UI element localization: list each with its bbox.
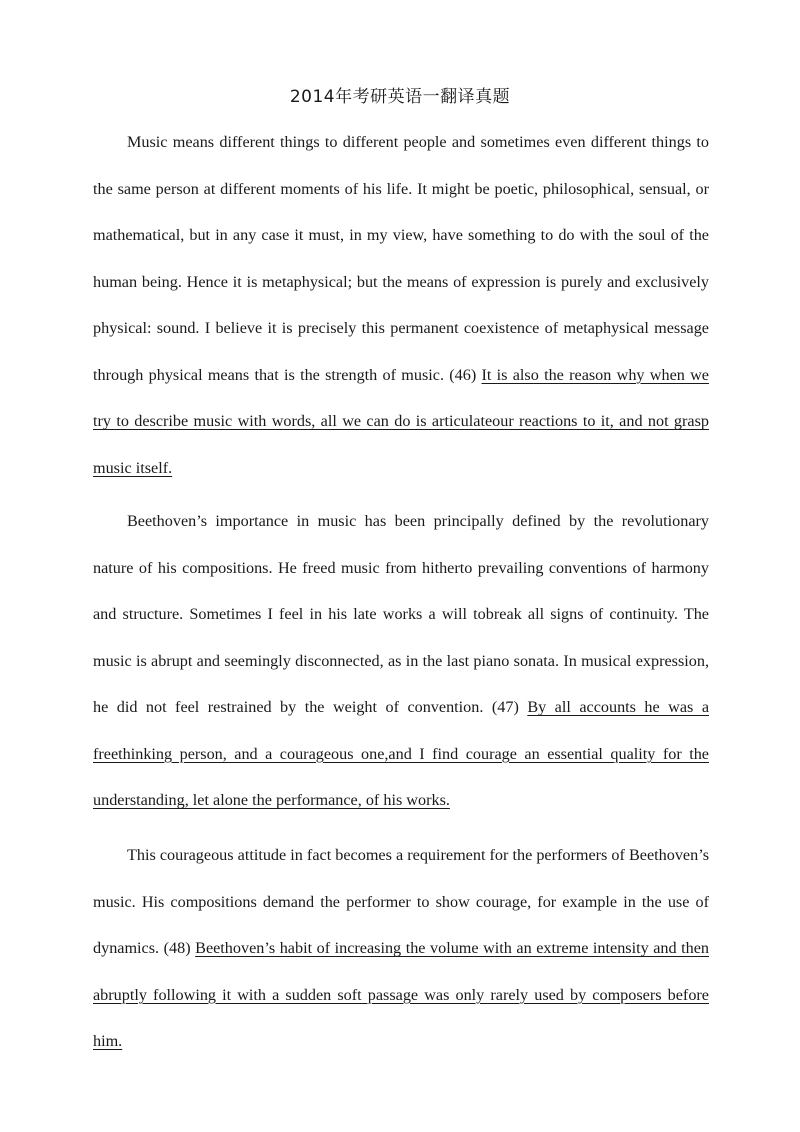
translation-sentence-47: By all accounts he was a freethinking person, and a courageous one,and I find courage an essential quality for the understanding, let alone the performance, of his works. (93, 698, 710, 809)
paragraph-2 (93, 498, 709, 824)
translation-sentence-46: It is also the reason why when we try to describe music with words, all we can do is articulateour reactions to it, and not grasp music itself. (93, 365, 709, 477)
paragraph-2-text: Beethoven’s importance in music has been principally defined by the revolutionary nature of his compositions. He freed music from hitherto prevailing conventions of harmony and structure. Sometimes I feel in his late works a will tobreak all signs of continuity. The music is abrupt and seemingly disconnected, as in the last piano sonata. In musical expression, he did not feel restrained by the weight of convention. (47) (93, 512, 709, 716)
paragraph-1-text: Music means different things to different people and sometimes even different things to the same person at different moments of his life. It might be poetic, philosophical, sensual, or mathematical, but in any case it must, in my view, have something to do with the soul of the human being. Hence it is metaphysical; but the means of expression is purely and exclusively physical: sound. I believe it is precisely this permanent coexistence of metaphysical message through physical means that is the strength of music. (46) (93, 133, 709, 384)
paragraph-1 (93, 119, 709, 491)
document-title: 2014年考研英语一翻译真题 (289, 87, 511, 107)
translation-sentence-48: Beethoven’s habit of increasing the volume with an extreme intensity and then abruptly following it with a sudden soft passage was only rarely used by composers before him. (93, 939, 709, 1050)
paragraph-3 (93, 832, 709, 1065)
paragraph-3-text: This courageous attitude in fact becomes a requirement for the performers of Beethoven’s music. His compositions demand the performer to show courage, for example in the use of dynamics. (48) (93, 846, 709, 957)
